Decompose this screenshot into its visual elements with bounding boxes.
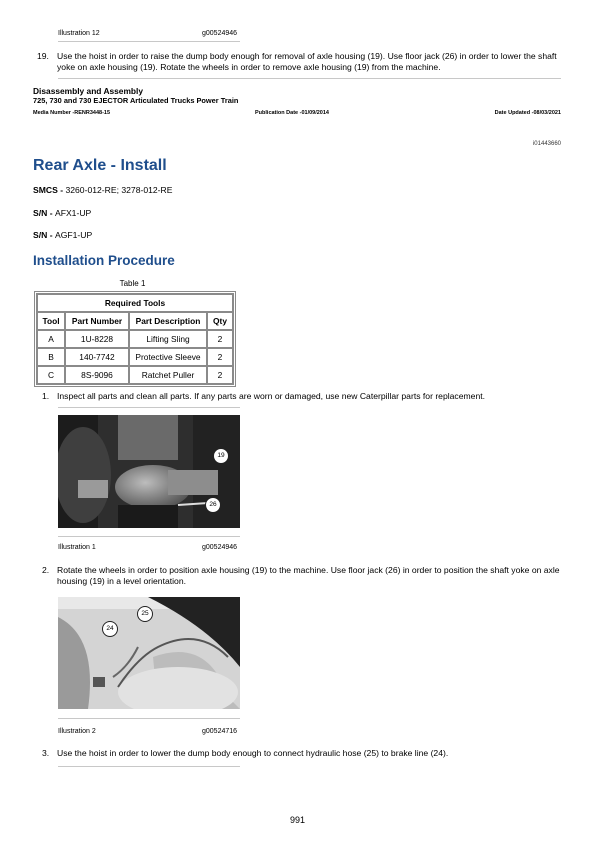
illustration-12-ref: g00524946: [202, 30, 238, 37]
callout-26: 26: [205, 497, 221, 513]
tools-table: [36, 293, 234, 385]
table-row: [37, 348, 233, 366]
step-number: 2.: [42, 565, 50, 575]
table-row: [37, 366, 233, 384]
step-text: Inspect all parts and clean all parts. If any parts are worn or damaged, use new Caterpillar parts for replacement.: [57, 391, 485, 401]
sn-label: S/N -: [33, 208, 55, 218]
sn-line-2: [33, 230, 92, 241]
page-number: 991: [289, 815, 306, 825]
illustration-2-label: Illustration 2: [58, 728, 96, 735]
table-cell: C: [37, 366, 65, 384]
divider: [58, 407, 240, 408]
step-text: Rotate the wheels in order to position axle housing (19) to the machine. Use floor jack (26) in order to position the shaft yoke on axle housing (19) in a level orientation.: [57, 565, 560, 586]
column-header: Part Number: [65, 312, 129, 330]
table-title: Required Tools: [37, 294, 233, 312]
installation-heading: Installation Procedure: [33, 253, 175, 268]
illustration-2-ref: g00524716: [202, 728, 238, 735]
table-cell: 2: [207, 366, 233, 384]
table-caption: Table 1: [119, 279, 146, 288]
table-cell: B: [37, 348, 65, 366]
divider: [58, 718, 240, 719]
table-cell: 8S-9096: [65, 366, 129, 384]
smcs-label: SMCS -: [33, 185, 66, 195]
document-id: i01443660: [532, 141, 561, 147]
table-cell: Ratchet Puller: [129, 366, 207, 384]
column-header: Tool: [37, 312, 65, 330]
callout-24: 24: [102, 621, 118, 637]
publication-date: Publication Date -01/09/2014: [255, 110, 329, 116]
step-text: Use the hoist in order to lower the dump body enough to connect hydraulic hose (25) to brake line (24).: [57, 748, 449, 758]
divider: [58, 536, 240, 537]
media-number: Media Number -RENR3448-15: [33, 110, 111, 116]
illustration-2-photo: [58, 597, 240, 709]
page-title: Rear Axle - Install: [33, 157, 167, 174]
step-number: 19.: [37, 51, 49, 61]
column-header: Part Description: [129, 312, 207, 330]
required-tools-table: [36, 293, 234, 385]
table-cell: 2: [207, 348, 233, 366]
divider: [58, 41, 240, 42]
sn-value: AGF1-UP: [54, 230, 93, 240]
illustration-12-label: Illustration 12: [58, 30, 100, 37]
sn-line-1: [33, 208, 91, 219]
step-text: Use the hoist in order to raise the dump body enough for removal of axle housing (19). Use floor jack (26) in order to lower the shaft yoke on axle housing (19). Rotate the wheels in order to remove axle housing (19) from the machine.: [57, 51, 557, 72]
table-cell: Lifting Sling: [129, 330, 207, 348]
illustration-1-ref: g00524946: [202, 544, 238, 551]
sn-value: AFX1-UP: [54, 208, 92, 218]
table-cell: 1U-8228: [65, 330, 129, 348]
illustration-1-photo: [58, 415, 240, 528]
step-number: 3.: [42, 748, 50, 758]
step-number: 1.: [42, 391, 50, 401]
table-cell: 2: [207, 330, 233, 348]
section-title: Disassembly and Assembly: [33, 86, 144, 96]
smcs-line: [33, 185, 172, 196]
callout-25: 25: [137, 606, 153, 622]
divider: [58, 766, 240, 767]
date-updated: Date Updated -08/03/2021: [494, 110, 561, 116]
document-subtitle: 725, 730 and 730 EJECTOR Articulated Trucks Power Train: [33, 96, 239, 105]
smcs-value: 3260-012-RE; 3278-012-RE: [65, 185, 173, 195]
table-row: [37, 330, 233, 348]
table-cell: A: [37, 330, 65, 348]
table-cell: 140-7742: [65, 348, 129, 366]
illustration-1-label: Illustration 1: [58, 544, 96, 551]
callout-19: 19: [213, 448, 229, 464]
divider: [58, 78, 561, 79]
column-header: Qty: [207, 312, 233, 330]
sn-label: S/N -: [33, 230, 55, 240]
table-cell: Protective Sleeve: [129, 348, 207, 366]
